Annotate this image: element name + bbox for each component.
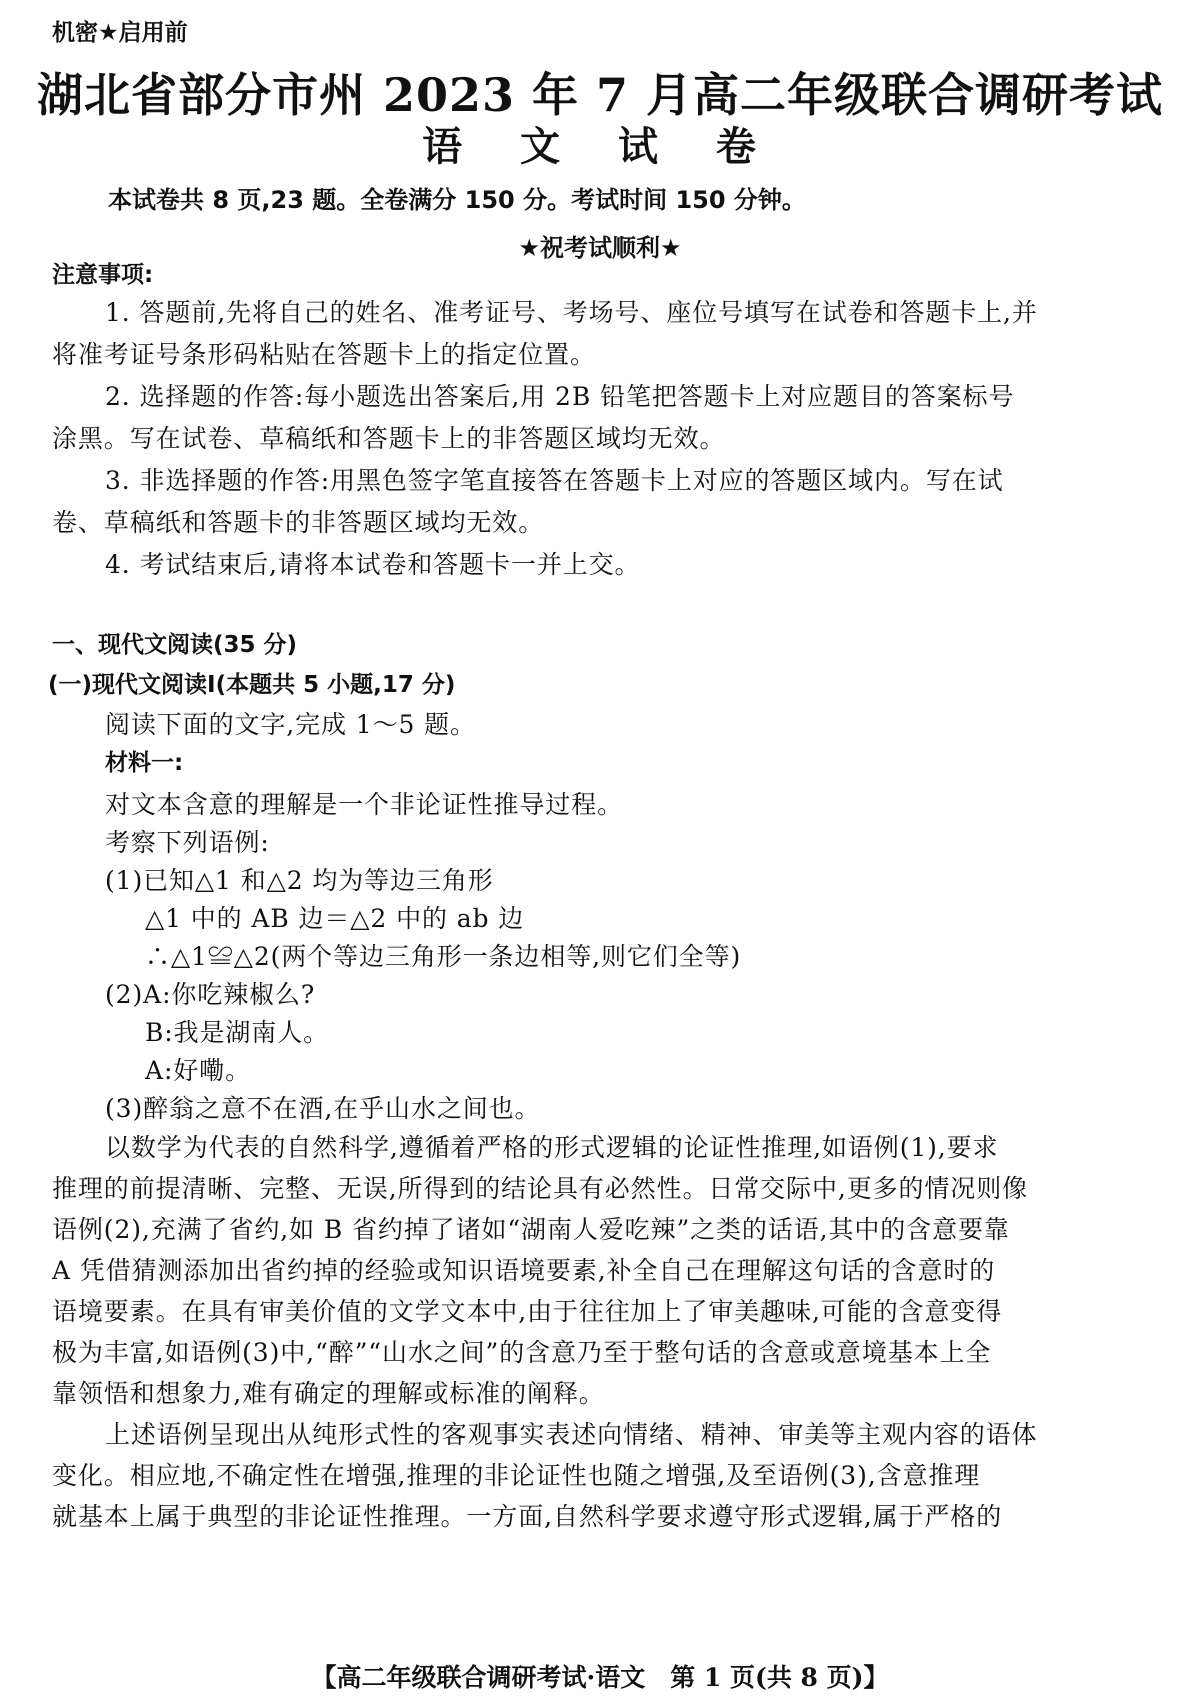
passage-line: 极为丰富,如语例(3)中,“醉”“山水之间”的含意乃至于整句话的含意或意境基本上全 <box>52 1338 992 1367</box>
passage-line: 上述语例呈现出从纯形式性的客观事实表述向情绪、精神、审美等主观内容的语体 <box>105 1420 1038 1449</box>
passage-line: A:好嘞。 <box>145 1056 251 1085</box>
passage-line: 变化。相应地,不确定性在增强,推理的非论证性也随之增强,及至语例(3),含意推理 <box>52 1461 981 1490</box>
note-line: 3. 非选择题的作答:用黑色签字笔直接答在答题卡上对应的答题区域内。写在试 <box>105 466 1004 495</box>
section-subtitle: (一)现代文阅读Ⅰ(本题共 5 小题,17 分) <box>48 672 456 698</box>
passage-line: A 凭借猜测添加出省约掉的经验或知识语境要素,补全自己在理解这句话的含意时的 <box>52 1256 996 1285</box>
note-line: 1. 答题前,先将自己的姓名、准考证号、考场号、座位号填写在试卷和答题卡上,并 <box>105 298 1038 327</box>
passage-line: 靠领悟和想象力,难有确定的理解或标准的阐释。 <box>52 1379 605 1408</box>
note-line: 涂黑。写在试卷、草稿纸和答题卡上的非答题区域均无效。 <box>52 424 726 453</box>
reading-instruction: 阅读下面的文字,完成 1～5 题。 <box>105 710 476 739</box>
good-luck-line: ★祝考试顺利★ <box>518 234 682 262</box>
passage-line: 语境要素。在具有审美价值的文学文本中,由于往往加上了审美趣味,可能的含意变得 <box>52 1297 1003 1326</box>
note-line: 将准考证号条形码粘贴在答题卡上的指定位置。 <box>52 340 596 369</box>
passage-line: (1)已知△1 和△2 均为等边三角形 <box>105 866 494 895</box>
passage-line: B:我是湖南人。 <box>145 1018 329 1047</box>
page-footer: 【高二年级联合调研考试·语文 第 1 页(共 8 页)】 <box>311 1663 889 1692</box>
passage-line: ∴△1≌△2(两个等边三角形一条边相等,则它们全等) <box>145 942 742 971</box>
exam-title: 湖北省部分市州 2023 年 7 月高二年级联合调研考试 <box>36 68 1164 122</box>
notes-heading: 注意事项: <box>52 262 154 288</box>
section-title: 一、现代文阅读(35 分) <box>52 632 298 658</box>
passage-line: (2)A:你吃辣椒么? <box>105 980 316 1009</box>
confidential-label: 机密★启用前 <box>52 20 188 46</box>
passage-line: (3)醉翁之意不在酒,在乎山水之间也。 <box>105 1094 541 1123</box>
note-line: 2. 选择题的作答:每小题选出答案后,用 2B 铅笔把答题卡上对应题目的答案标号 <box>105 382 1015 411</box>
passage-line: 就基本上属于典型的非论证性推理。一方面,自然科学要求遵守形式逻辑,属于严格的 <box>52 1502 1003 1531</box>
passage-line: 考察下列语例: <box>105 828 270 857</box>
passage-line: △1 中的 AB 边＝△2 中的 ab 边 <box>145 904 525 933</box>
material-label: 材料一: <box>105 750 184 776</box>
passage-line: 以数学为代表的自然科学,遵循着严格的形式逻辑的论证性推理,如语例(1),要求 <box>105 1133 999 1162</box>
subject-title: 语 文 试 卷 <box>422 123 778 170</box>
passage-line: 对文本含意的理解是一个非论证性推导过程。 <box>105 790 624 819</box>
passage-line: 推理的前提清晰、完整、无误,所得到的结论具有必然性。日常交际中,更多的情况则像 <box>52 1174 1028 1203</box>
note-line: 4. 考试结束后,请将本试卷和答题卡一并上交。 <box>105 550 641 579</box>
passage-line: 语例(2),充满了省约,如 B 省约掉了诸如“湖南人爱吃辣”之类的话语,其中的含意要靠 <box>52 1215 1010 1244</box>
note-line: 卷、草稿纸和答题卡的非答题区域均无效。 <box>52 508 545 537</box>
exam-info: 本试卷共 8 页,23 题。全卷满分 150 分。考试时间 150 分钟。 <box>108 186 806 214</box>
